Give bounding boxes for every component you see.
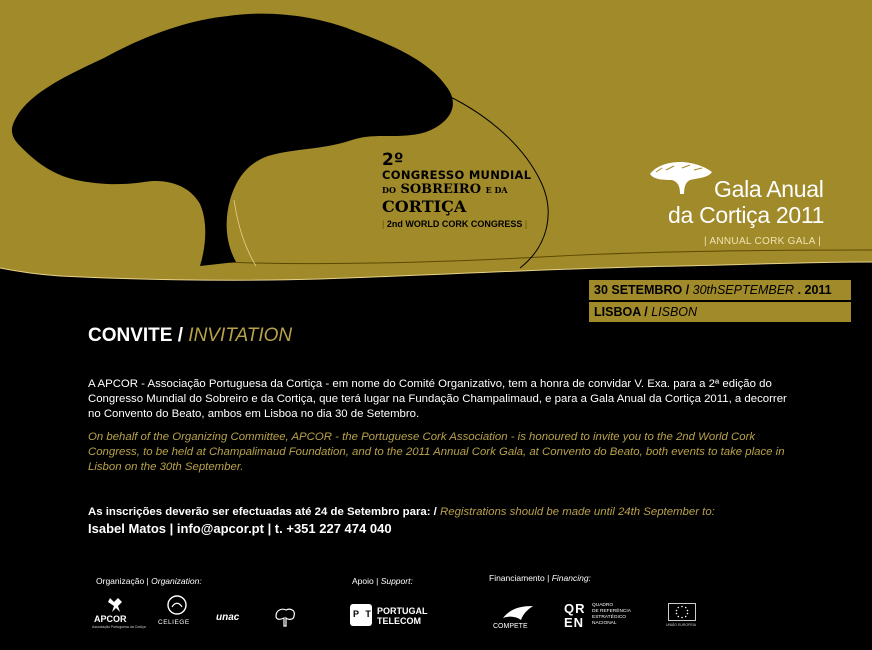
qren-line3: ESTRATÉGICO (592, 615, 627, 620)
congress-title-block (366, 152, 606, 229)
tree-logo-icon (646, 158, 718, 198)
support-label-en: Support: (380, 576, 413, 586)
unac-logo-text: unac (216, 612, 240, 623)
organization-label (96, 576, 202, 586)
congress-title-sobreiro: SOBREIRO (400, 182, 482, 197)
organization-label-en: Organization: (151, 576, 202, 586)
portugal-telecom-logo (350, 604, 440, 634)
event-date: 30 SETEMBRO / 30thSEPTEMBER . 2011 (589, 280, 851, 300)
celiege-circle-icon (166, 594, 188, 616)
apcor-logo (92, 596, 146, 636)
pt-letters: P T (353, 609, 373, 619)
compete-logo (491, 604, 547, 634)
congress-title-line3: CORTIÇA (382, 197, 467, 216)
event-place-pt: LISBOA (594, 305, 641, 319)
congress-subtitle-text: 2nd WORLD CORK CONGRESS (386, 219, 523, 229)
event-date-en: 30thSEPTEMBER (692, 283, 795, 297)
invitation-heading: CONVITE / INVITATION (88, 325, 293, 346)
registration-info (88, 505, 788, 520)
congress-edition-number: 2º (382, 150, 404, 170)
congress-title-line1: CONGRESSO MUNDIAL (382, 168, 532, 182)
support-label-pt: Apoio | (352, 576, 379, 586)
event-date-pt: 30 SETEMBRO (594, 283, 683, 297)
invitation-body-pt: A APCOR - Associação Portuguesa da Cortiça - em nome do Comité Organizativo, tem a honra de convidar V. Exa. para a 2ª edição do Congresso Mundial do Sobreiro e da Cortiça, que terá lugar na Fundação Champalimaud, e para a Gala Anual da Cortiça 2011, a decorrer no Convento do Beato, ambos em Lisboa no dia 30 de Setembro. (88, 378, 787, 420)
celiege-logo (156, 592, 200, 632)
qren-logo (564, 602, 644, 634)
unac-logo (216, 606, 300, 634)
contact-info: Isabel Matos | info@apcor.pt | t. +351 227 474 040 (88, 521, 392, 536)
event-place: LISBOA / LISBON (589, 302, 851, 322)
support-label (352, 576, 413, 586)
qren-line4: NACIONAL (592, 621, 617, 626)
unac-tree-icon (272, 606, 298, 628)
organization-label-pt: Organização | (96, 576, 149, 586)
pt-logo-top: PORTUGAL (377, 606, 428, 616)
cork-oak-tree-icon (0, 0, 600, 290)
event-place-en: LISBON (651, 305, 698, 319)
congress-title-line2 (382, 182, 606, 198)
gala-subtitle: | ANNUAL CORK GALA | (704, 236, 821, 247)
eu-flag-icon (668, 603, 696, 621)
celiege-logo-text: CELIEGE (158, 619, 190, 626)
invitation-body-en: On behalf of the Organizing Committee, APCOR - the Portuguese Cork Association - is honoured to invite you to the 2nd World Cork Congress, to be held at Champalimaud Foundation, and to the 2011 Annual Cork Gala, at Convento do Beato, both events to take place in Lisbon on the 30th September. (88, 431, 785, 473)
qren-line2: DE REFERÊNCIA (592, 609, 631, 614)
financing-label-en: Financing: (551, 573, 591, 583)
qren-letters: QR EN (564, 601, 586, 630)
pt-logo-bottom: TELECOM (377, 616, 421, 626)
gala-title-line2: da Cortiça 2011 (668, 202, 825, 228)
congress-title-eda: E DA (485, 185, 508, 195)
event-year: . 2011 (797, 283, 832, 297)
compete-logo-text: COMPETE (493, 623, 528, 630)
invitation-heading-pt: CONVITE (88, 325, 173, 346)
registration-pt: As inscrições deverão ser efectuadas até 24 de Setembro para: / (88, 506, 437, 518)
apcor-figure-icon (106, 596, 126, 614)
qren-line1: QUADRO (592, 603, 614, 608)
invitation-heading-en: INVITATION (188, 325, 293, 346)
congress-subtitle: | 2nd WORLD CORK CONGRESS | (382, 219, 528, 229)
apcor-logo-subtext: Associação Portuguesa da Cortiça (92, 625, 146, 629)
eu-logo (666, 603, 702, 633)
financing-label (489, 573, 591, 583)
qren-description (592, 603, 631, 627)
gala-title-line1: Gala Anual (714, 176, 824, 202)
financing-label-pt: Financiamento | (489, 573, 550, 583)
congress-title-do: DO (382, 185, 396, 195)
eu-logo-text: UNIÃO EUROPEIA (666, 623, 697, 627)
apcor-logo-text: APCOR (94, 614, 127, 624)
registration-en: Registrations should be made until 24th September to: (440, 506, 715, 518)
compete-bird-icon (501, 604, 535, 622)
